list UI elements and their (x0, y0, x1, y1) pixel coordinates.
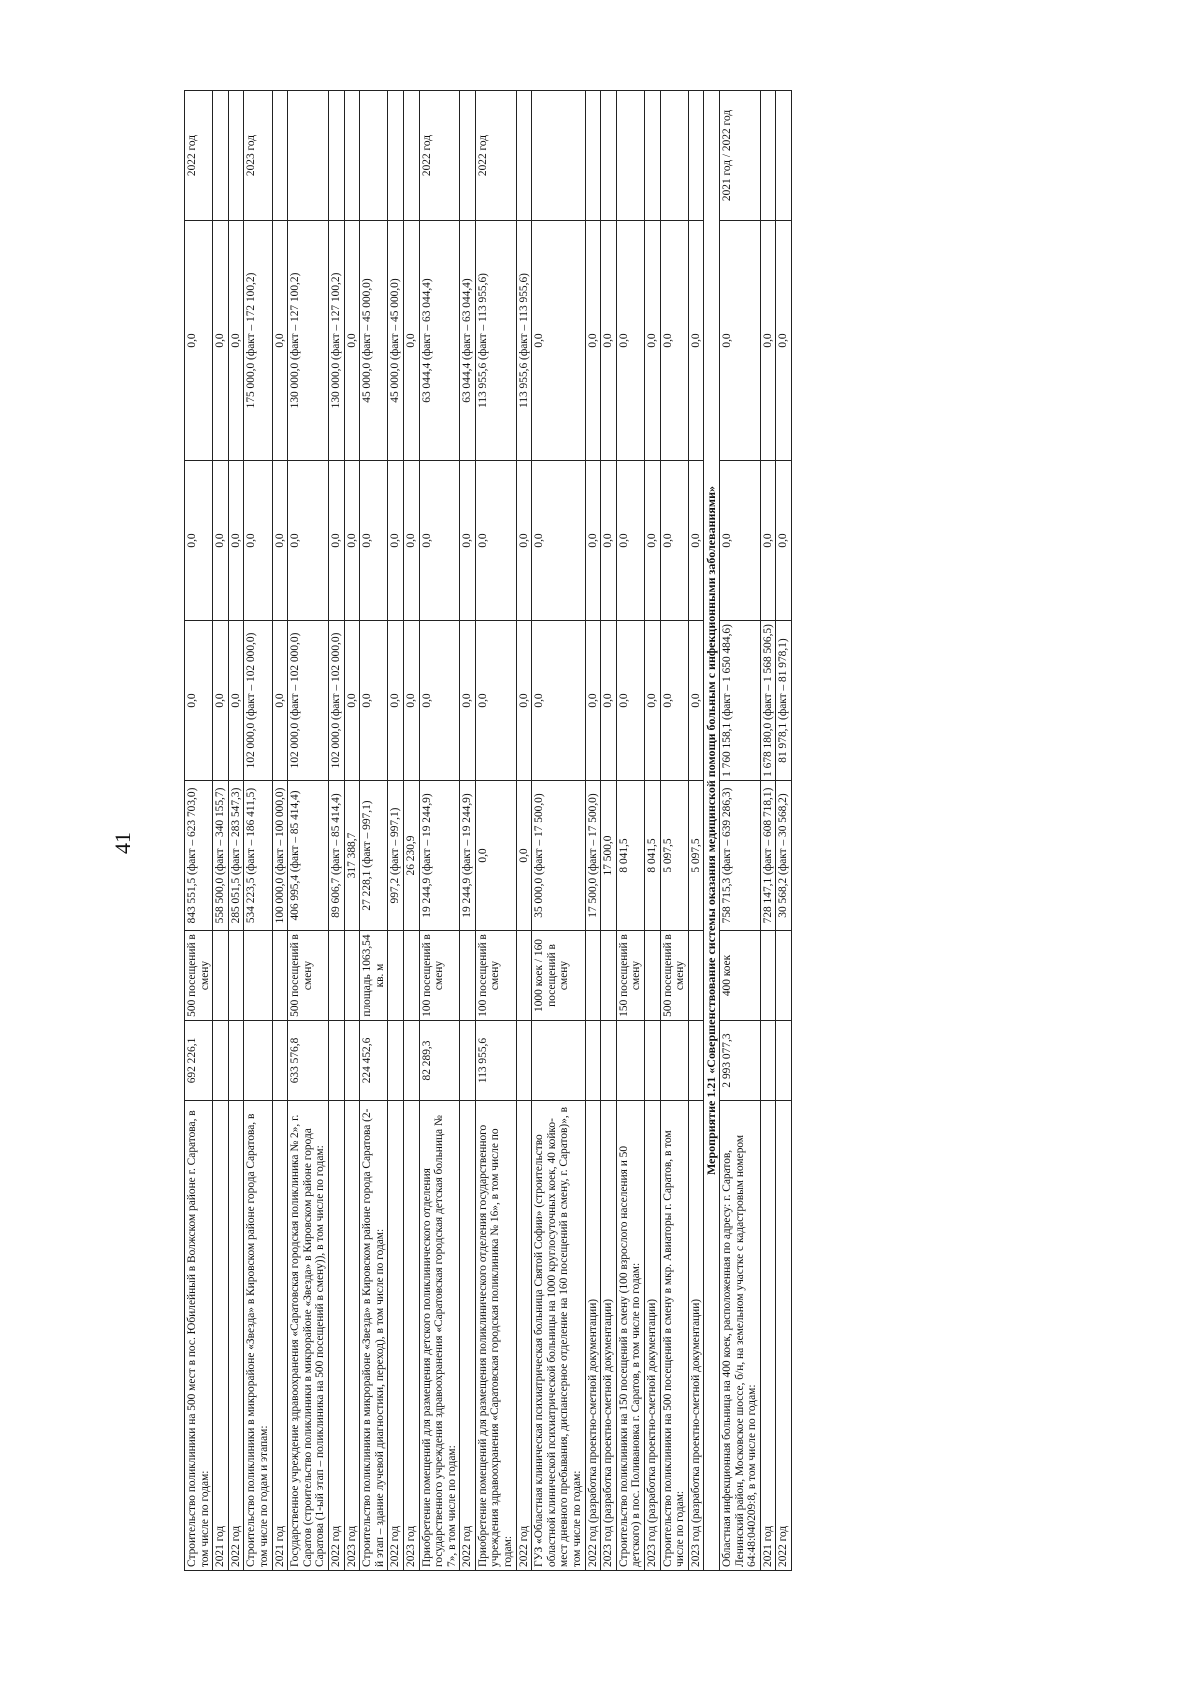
row-description: 2023 год (разработка проектно-сметной документации) (601, 1101, 617, 1571)
row-total-cost (213, 1021, 229, 1101)
row-completion-year (776, 91, 792, 221)
row-funding-4: 0,0 (344, 221, 360, 461)
row-funding-1: 5 097,5 (660, 781, 688, 931)
table-row (185, 91, 213, 1571)
row-funding-2: 0,0 (228, 621, 244, 781)
table-row (475, 91, 516, 1571)
row-total-cost (516, 1021, 532, 1101)
row-funding-2: 102 000,0 (факт – 102 000,0) (328, 621, 344, 781)
row-funding-4: 63 044,4 (факт – 63 044,4) (419, 221, 460, 461)
row-funding-2: 0,0 (585, 621, 601, 781)
table-row (288, 91, 329, 1571)
row-funding-4: 175 000,0 (факт – 172 100,2) (244, 221, 272, 461)
row-funding-3: 0,0 (776, 461, 792, 621)
row-funding-2: 0,0 (601, 621, 617, 781)
row-funding-1: 30 568,2 (факт – 30 568,2) (776, 781, 792, 931)
row-description: Строительство поликлиники в микрорайоне «Звезда» в Кировском районе города Саратова, в том числе по годам и этапам: (244, 1101, 272, 1571)
table-row (532, 91, 585, 1571)
row-funding-4: 63 044,4 (факт – 63 044,4) (460, 221, 476, 461)
row-funding-1: 17 500,0 (601, 781, 617, 931)
row-completion-year: 2022 год (185, 91, 213, 221)
row-total-cost: 82 289,3 (419, 1021, 460, 1101)
row-funding-1: 27 228,1 (факт – 997,1) (360, 781, 388, 931)
row-total-cost: 224 452,6 (360, 1021, 388, 1101)
row-funding-2: 102 000,0 (факт – 102 000,0) (288, 621, 329, 781)
budget-table (184, 90, 792, 1571)
row-funding-4: 0,0 (688, 221, 704, 461)
row-funding-1: 406 995,4 (факт – 85 414,4) (288, 781, 329, 931)
row-funding-3: 0,0 (288, 461, 329, 621)
row-total-cost (388, 1021, 404, 1101)
row-completion-year (360, 91, 388, 221)
row-completion-year (213, 91, 229, 221)
table-row (344, 91, 360, 1571)
row-capacity (244, 931, 272, 1021)
row-capacity (460, 931, 476, 1021)
row-total-cost: 692 226,1 (185, 1021, 213, 1101)
row-funding-2: 0,0 (272, 621, 288, 781)
row-funding-3: 0,0 (185, 461, 213, 621)
row-capacity (388, 931, 404, 1021)
row-funding-1: 35 000,0 (факт – 17 500,0) (532, 781, 585, 931)
row-capacity (688, 931, 704, 1021)
page-number: 41 (110, 832, 135, 854)
row-funding-2: 0,0 (360, 621, 388, 781)
row-total-cost (403, 1021, 419, 1101)
row-funding-3: 0,0 (403, 461, 419, 621)
row-funding-1: 843 551,5 (факт – 623 703,0) (185, 781, 213, 931)
row-funding-1: 285 051,5 (факт – 283 547,3) (228, 781, 244, 931)
row-description: 2022 год (228, 1101, 244, 1571)
row-capacity (403, 931, 419, 1021)
row-funding-4: 0,0 (719, 221, 760, 461)
row-funding-1: 8 041,5 (616, 781, 644, 931)
row-funding-4: 0,0 (776, 221, 792, 461)
row-funding-3: 0,0 (585, 461, 601, 621)
row-funding-3: 0,0 (460, 461, 476, 621)
row-funding-3: 0,0 (532, 461, 585, 621)
rotated-table-container (184, 91, 996, 1571)
row-funding-3: 0,0 (272, 461, 288, 621)
row-capacity (272, 931, 288, 1021)
row-funding-4: 0,0 (532, 221, 585, 461)
row-description: Приобретение помещений для размещения детского поликлинического отделения государственного учреждения здравоохранения «Саратовская городская детская больница № 7», в том числе по годам: (419, 1101, 460, 1571)
row-funding-2: 0,0 (388, 621, 404, 781)
row-funding-3: 0,0 (719, 461, 760, 621)
row-description: 2022 год (776, 1101, 792, 1571)
row-funding-1: 17 500,0 (факт – 17 500,0) (585, 781, 601, 931)
row-completion-year (688, 91, 704, 221)
row-funding-3: 0,0 (688, 461, 704, 621)
table-row (776, 91, 792, 1571)
row-capacity (585, 931, 601, 1021)
row-capacity: 500 посещений в смену (185, 931, 213, 1021)
row-completion-year (388, 91, 404, 221)
row-total-cost (585, 1021, 601, 1101)
table-row (585, 91, 601, 1571)
row-total-cost (228, 1021, 244, 1101)
row-funding-2: 0,0 (616, 621, 644, 781)
row-funding-4: 45 000,0 (факт – 45 000,0) (360, 221, 388, 461)
row-funding-3: 0,0 (601, 461, 617, 621)
row-description: Строительство поликлиники на 500 посещений в смену в мкр. Авиаторы г. Саратов, в том числе по годам: (660, 1101, 688, 1571)
row-capacity (760, 931, 776, 1021)
row-completion-year (601, 91, 617, 221)
row-funding-4: 0,0 (272, 221, 288, 461)
row-funding-4: 0,0 (760, 221, 776, 461)
row-funding-1: 728 147,1 (факт – 608 718,1) (760, 781, 776, 931)
row-funding-4: 0,0 (601, 221, 617, 461)
row-funding-2: 0,0 (475, 621, 516, 781)
row-funding-3: 0,0 (388, 461, 404, 621)
table-row (460, 91, 476, 1571)
row-funding-1: 26 230,9 (403, 781, 419, 931)
table-row (388, 91, 404, 1571)
row-funding-4: 0,0 (585, 221, 601, 461)
row-funding-2: 0,0 (532, 621, 585, 781)
row-funding-1: 758 715,3 (факт – 639 286,3) (719, 781, 760, 931)
table-row (516, 91, 532, 1571)
row-funding-2: 0,0 (660, 621, 688, 781)
row-funding-3: 0,0 (360, 461, 388, 621)
row-funding-4: 0,0 (213, 221, 229, 461)
row-total-cost (688, 1021, 704, 1101)
row-capacity: площадь 1063,54 кв. м (360, 931, 388, 1021)
row-funding-1: 534 223,5 (факт – 186 411,5) (244, 781, 272, 931)
table-row (645, 91, 661, 1571)
row-funding-3: 0,0 (660, 461, 688, 621)
row-completion-year (760, 91, 776, 221)
row-total-cost (616, 1021, 644, 1101)
row-funding-2: 1 678 180,0 (факт – 1 568 506,5) (760, 621, 776, 781)
row-funding-4: 0,0 (616, 221, 644, 461)
row-total-cost (328, 1021, 344, 1101)
table-row (760, 91, 776, 1571)
row-funding-4: 0,0 (185, 221, 213, 461)
row-capacity: 400 коек (719, 931, 760, 1021)
row-description: 2022 год (328, 1101, 344, 1571)
row-completion-year (328, 91, 344, 221)
row-funding-2: 0,0 (516, 621, 532, 781)
row-completion-year (344, 91, 360, 221)
table-row (360, 91, 388, 1571)
row-funding-4: 113 955,6 (факт – 113 955,6) (475, 221, 516, 461)
row-total-cost (776, 1021, 792, 1101)
row-description: Приобретение помещений для размещения поликлинического отделения государственного учреждения здравоохранения «Саратовская городская поликлиника № 16», в том числе по годам: (475, 1101, 516, 1571)
row-funding-2: 0,0 (645, 621, 661, 781)
row-total-cost (645, 1021, 661, 1101)
row-total-cost (760, 1021, 776, 1101)
row-funding-3: 0,0 (228, 461, 244, 621)
row-capacity: 1000 коек / 160 посещений в смену (532, 931, 585, 1021)
row-funding-1: 0,0 (475, 781, 516, 931)
table-row (719, 91, 760, 1571)
row-capacity (344, 931, 360, 1021)
row-funding-3: 0,0 (616, 461, 644, 621)
row-funding-1: 5 097,5 (688, 781, 704, 931)
row-funding-3: 0,0 (244, 461, 272, 621)
row-completion-year: 2023 год (244, 91, 272, 221)
row-description: 2023 год (разработка проектно-сметной документации) (688, 1101, 704, 1571)
row-description: 2022 год (разработка проектно-сметной документации) (585, 1101, 601, 1571)
table-row (228, 91, 244, 1571)
row-description: Строительство поликлиники в микрорайоне «Звезда» в Кировском районе города Саратова (2-й этап – здание лучевой диагностики, переход), в том числе по годам: (360, 1101, 388, 1571)
row-capacity: 100 посещений в смену (475, 931, 516, 1021)
row-completion-year (288, 91, 329, 221)
row-funding-4: 130 000,0 (факт – 127 100,2) (328, 221, 344, 461)
row-description: 2021 год (213, 1101, 229, 1571)
row-capacity (328, 931, 344, 1021)
row-funding-1: 997,2 (факт – 997,1) (388, 781, 404, 931)
row-funding-3: 0,0 (516, 461, 532, 621)
row-funding-4: 113 955,6 (факт – 113 955,6) (516, 221, 532, 461)
row-funding-1: 100 000,0 (факт – 100 000,0) (272, 781, 288, 931)
section-row (704, 91, 720, 1571)
row-description: Государственное учреждение здравоохранения «Саратовская городская поликлиника № 2», г. Саратов (строительство поликлиники в микрорайоне «Звезда» в Кировском районе города Саратова (1-ый этап – поликлиника на 500 посещений в смену)), в том числе по годам: (288, 1101, 329, 1571)
row-funding-3: 0,0 (760, 461, 776, 621)
row-capacity (213, 931, 229, 1021)
row-completion-year (616, 91, 644, 221)
row-completion-year (403, 91, 419, 221)
row-completion-year (645, 91, 661, 221)
row-description: 2023 год (разработка проектно-сметной документации) (645, 1101, 661, 1571)
row-funding-2: 0,0 (419, 621, 460, 781)
row-capacity: 150 посещений в смену (616, 931, 644, 1021)
row-capacity (516, 931, 532, 1021)
row-funding-2: 0,0 (344, 621, 360, 781)
table-row (244, 91, 272, 1571)
table-row (272, 91, 288, 1571)
row-funding-2: 0,0 (213, 621, 229, 781)
row-completion-year (585, 91, 601, 221)
row-capacity: 500 посещений в смену (288, 931, 329, 1021)
row-funding-4: 45 000,0 (факт – 45 000,0) (388, 221, 404, 461)
row-description: 2023 год (344, 1101, 360, 1571)
row-completion-year (516, 91, 532, 221)
row-description: 2021 год (760, 1101, 776, 1571)
section-title: Мероприятие 1.21 «Совершенствование системы оказания медицинской помощи больным с инфекционными заболеваниями» (704, 91, 720, 1571)
row-funding-2: 1 760 158,1 (факт – 1 650 484,6) (719, 621, 760, 781)
row-total-cost (532, 1021, 585, 1101)
row-total-cost (460, 1021, 476, 1101)
table-row (403, 91, 419, 1571)
row-funding-2: 0,0 (185, 621, 213, 781)
row-funding-1: 19 244,9 (факт – 19 244,9) (460, 781, 476, 931)
row-completion-year: 2022 год (419, 91, 460, 221)
row-total-cost: 113 955,6 (475, 1021, 516, 1101)
row-description: 2022 год (388, 1101, 404, 1571)
row-funding-2: 0,0 (460, 621, 476, 781)
table-row (419, 91, 460, 1571)
row-funding-4: 0,0 (228, 221, 244, 461)
row-funding-3: 0,0 (213, 461, 229, 621)
row-description: Строительство поликлиники на 150 посещений в смену (100 взрослого населения и 50 детского) в пос. Поливановка г. Саратов, в том числе по годам: (616, 1101, 644, 1571)
row-completion-year (532, 91, 585, 221)
table-row (328, 91, 344, 1571)
row-funding-1: 8 041,5 (645, 781, 661, 931)
row-total-cost (272, 1021, 288, 1101)
row-funding-3: 0,0 (419, 461, 460, 621)
row-funding-1: 558 500,0 (факт – 340 155,7) (213, 781, 229, 931)
row-funding-1: 89 606,7 (факт – 85 414,4) (328, 781, 344, 931)
row-total-cost (244, 1021, 272, 1101)
row-description: Строительство поликлиники на 500 мест в пос. Юбилейный в Волжском районе г. Саратова, в том числе по годам: (185, 1101, 213, 1571)
row-total-cost: 2 993 077,3 (719, 1021, 760, 1101)
row-capacity (228, 931, 244, 1021)
row-description: 2022 год (460, 1101, 476, 1571)
row-funding-2: 81 978,1 (факт – 81 978,1) (776, 621, 792, 781)
row-completion-year (460, 91, 476, 221)
row-completion-year: 2021 год / 2022 год (719, 91, 760, 221)
row-completion-year (228, 91, 244, 221)
table-row (688, 91, 704, 1571)
row-description: 2021 год (272, 1101, 288, 1571)
row-total-cost (601, 1021, 617, 1101)
row-total-cost (344, 1021, 360, 1101)
row-capacity: 100 посещений в смену (419, 931, 460, 1021)
row-capacity (601, 931, 617, 1021)
row-funding-4: 0,0 (645, 221, 661, 461)
row-funding-1: 19 244,9 (факт – 19 244,9) (419, 781, 460, 931)
row-funding-3: 0,0 (344, 461, 360, 621)
row-description: Областная инфекционная больница на 400 коек, расположенная по адресу: г. Саратов, Ленинский район, Московское шоссе, б/н, на земельном участке с кадастровым номером 64:48:040209:8, в том числе по годам: (719, 1101, 760, 1571)
row-completion-year (272, 91, 288, 221)
row-funding-1: 317 388,7 (344, 781, 360, 931)
row-total-cost: 633 576,8 (288, 1021, 329, 1101)
row-funding-4: 130 000,0 (факт – 127 100,2) (288, 221, 329, 461)
row-capacity (776, 931, 792, 1021)
row-description: 2023 год (403, 1101, 419, 1571)
row-funding-4: 0,0 (403, 221, 419, 461)
row-completion-year: 2022 год (475, 91, 516, 221)
row-funding-1: 0,0 (516, 781, 532, 931)
row-capacity (645, 931, 661, 1021)
row-completion-year (660, 91, 688, 221)
row-funding-2: 0,0 (403, 621, 419, 781)
row-total-cost (660, 1021, 688, 1101)
row-capacity: 500 посещений в смену (660, 931, 688, 1021)
row-funding-3: 0,0 (645, 461, 661, 621)
table-row (213, 91, 229, 1571)
row-funding-2: 102 000,0 (факт – 102 000,0) (244, 621, 272, 781)
table-row (660, 91, 688, 1571)
table-row (616, 91, 644, 1571)
row-funding-2: 0,0 (688, 621, 704, 781)
row-funding-3: 0,0 (328, 461, 344, 621)
row-description: 2022 год (516, 1101, 532, 1571)
table-row (601, 91, 617, 1571)
row-funding-3: 0,0 (475, 461, 516, 621)
row-description: ГУЗ «Областная клиническая психиатрическая больница Святой Софии» (строительство областной клинической психиатрической больницы на 1000 круглосуточных коек, 40 койко-мест дневного пребывания, диспансерное отделение на 160 посещений в смену, г. Саратов)», в том числе по годам: (532, 1101, 585, 1571)
row-funding-4: 0,0 (660, 221, 688, 461)
